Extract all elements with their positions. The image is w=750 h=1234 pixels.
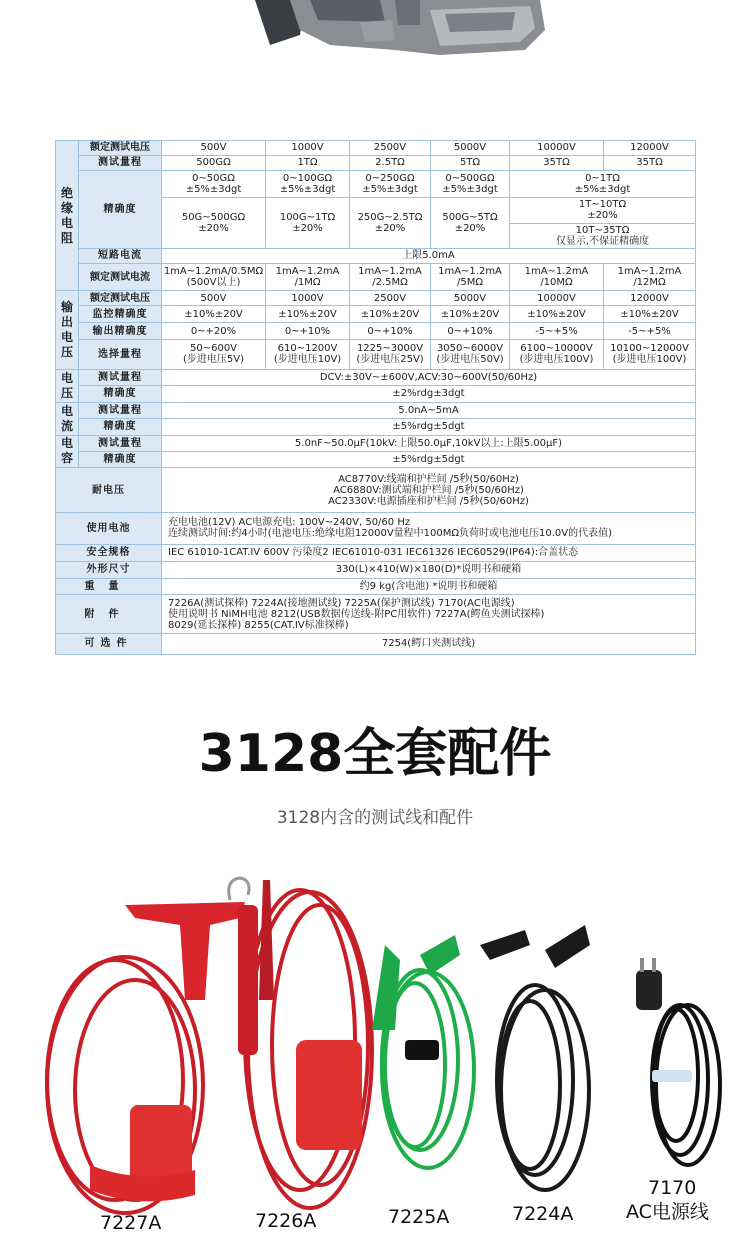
cap-range-label: 测试量程	[79, 435, 162, 451]
voltage-range-cell: DCV:±30V~±600V,ACV:30~600V(50/60Hz)	[162, 369, 696, 385]
caption-7226a: 7226A	[255, 1210, 317, 1232]
out-voltage-cell: 12000V	[604, 291, 696, 306]
out-voltage-cell: 10000V	[510, 291, 604, 306]
output-accuracy-cell: 0~+10%	[431, 323, 510, 340]
voltage-cell: 500V	[162, 141, 266, 156]
voltage-accuracy-cell: ±2%rdg±3dgt	[162, 386, 696, 402]
monitor-accuracy-cell: ±10%±20V	[162, 306, 266, 323]
black-lead-image	[497, 985, 589, 1190]
accuracy-cell: 250G~2.5TΩ ±20%	[350, 198, 431, 249]
output-accuracy-cell: 0~+20%	[162, 323, 266, 340]
ac-cord-image	[652, 1005, 720, 1165]
current-accuracy-label: 精确度	[79, 419, 162, 435]
weight-label: 重量	[56, 578, 162, 595]
select-range-cell: 6100~10000V (步进电压100V)	[510, 340, 604, 370]
optional-label: 可选件	[56, 633, 162, 654]
caption-7225a: 7225A	[388, 1206, 450, 1228]
range-cell: 5TΩ	[431, 155, 510, 170]
current-accuracy-cell: ±5%rdg±5dgt	[162, 419, 696, 435]
output-accuracy-cell: 0~+10%	[266, 323, 350, 340]
weight-cell: 约9 kg(含电池) *说明书和硬箱	[162, 578, 696, 595]
out-voltage-cell: 500V	[162, 291, 266, 306]
voltage-cell: 1000V	[266, 141, 350, 156]
out-voltage-cell: 1000V	[266, 291, 350, 306]
section-title: 3128全套配件	[198, 724, 552, 784]
dimensions-label: 外形尺寸	[56, 561, 162, 578]
output-accuracy-label: 输出精确度	[79, 323, 162, 340]
cap-range-cell: 5.0nF~50.0μF(10kV:上限50.0μF,10kV以上:上限5.00μF)	[162, 435, 696, 451]
monitor-accuracy-cell: ±10%±20V	[266, 306, 350, 323]
range-cell: 35TΩ	[604, 155, 696, 170]
safety-cell: IEC 61010-1CAT.IV 600V 污染度2 IEC61010-031 IEC61326 IEC60529(IP64):合盖状态	[162, 544, 696, 561]
accuracy-cell: 0~50GΩ ±5%±3dgt	[162, 170, 266, 198]
battery-label: 使用电池	[56, 512, 162, 544]
voltage-range-label: 测试量程	[79, 369, 162, 385]
select-range-label: 选择量程	[79, 340, 162, 370]
voltage-cell: 2500V	[350, 141, 431, 156]
current-range-label: 测试量程	[79, 402, 162, 418]
accessories-cell: 7226A(测试探棒) 7224A(接地测试线) 7225A(保护测试线) 7170(AC电源线) 使用说明书 NiMH电池 8212(USB数据传送线-附PC用软件) 7227A(鳄鱼夹测试探棒) 8029(延长探棒) 8255(CAT.IV标准探棒)	[162, 595, 696, 633]
rated-current-cell: 1mA~1.2mA /5MΩ	[431, 263, 510, 291]
range-cell: 2.5TΩ	[350, 155, 431, 170]
rated-current-cell: 1mA~1.2mA /10MΩ	[510, 263, 604, 291]
optional-cell: 7254(鳄口夹测试线)	[162, 633, 696, 654]
rated-current-cell: 1mA~1.2mA /12MΩ	[604, 263, 696, 291]
rated-current-cell: 1mA~1.2mA/0.5MΩ (500V以上)	[162, 263, 266, 291]
probe-head-image	[125, 902, 245, 1000]
dimensions-cell: 330(L)×410(W)×180(D)*说明书和硬箱	[162, 561, 696, 578]
cap-accuracy-cell: ±5%rdg±5dgt	[162, 451, 696, 467]
range-label: 测试量程	[79, 155, 162, 170]
caption-7170-name: AC电源线	[626, 1201, 709, 1223]
voltage-cell: 10000V	[510, 141, 604, 156]
output-accuracy-cell: -5~+5%	[604, 323, 696, 340]
output-accuracy-cell: 0~+10%	[350, 323, 431, 340]
rated-current-cell: 1mA~1.2mA /1MΩ	[266, 263, 350, 291]
voltage-accuracy-label: 精确度	[79, 386, 162, 402]
voltage-category: 电压	[56, 369, 79, 402]
accuracy-cell: 100G~1TΩ ±20%	[266, 198, 350, 249]
short-circuit-cell: 上限5.0mA	[162, 249, 696, 264]
range-cell: 1TΩ	[266, 155, 350, 170]
safety-label: 安全规格	[56, 544, 162, 561]
monitor-accuracy-cell: ±10%±20V	[350, 306, 431, 323]
current-range-cell: 5.0nA~5mA	[162, 402, 696, 418]
accuracy-cell: 1T~10TΩ ±20%	[510, 198, 696, 223]
section-subtitle: 3128内含的测试线和配件	[276, 808, 474, 828]
out-voltage-cell: 5000V	[431, 291, 510, 306]
caption-7224a: 7224A	[512, 1203, 574, 1225]
rated-current-cell: 1mA~1.2mA /2.5MΩ	[350, 263, 431, 291]
rated-voltage-label: 额定测试电压	[79, 141, 162, 156]
output-accuracy-cell: -5~+5%	[510, 323, 604, 340]
output-voltage-category: 输出电压	[56, 291, 79, 369]
short-circuit-label: 短路电流	[79, 249, 162, 264]
accuracy-label: 精确度	[79, 170, 162, 248]
accuracy-cell: 0~500GΩ ±5%±3dgt	[431, 170, 510, 198]
rated-current-label: 额定测试电流	[79, 263, 162, 291]
withstand-cell: AC8770V:线端和护栏间 /5秒(50/60Hz) AC6880V:测试端和护栏间 /5秒(50/60Hz) AC2330V:电源插座和护栏间 /5秒(50/60Hz)	[162, 468, 696, 513]
select-range-cell: 10100~12000V (步进电压100V)	[604, 340, 696, 370]
monitor-accuracy-cell: ±10%±20V	[510, 306, 604, 323]
device-handle-image	[0, 0, 750, 110]
select-range-cell: 610~1200V (步进电压10V)	[266, 340, 350, 370]
monitor-accuracy-cell: ±10%±20V	[604, 306, 696, 323]
cap-accuracy-label: 精确度	[79, 451, 162, 467]
out-rated-voltage-label: 额定测试电压	[79, 291, 162, 306]
range-cell: 35TΩ	[510, 155, 604, 170]
voltage-cell: 5000V	[431, 141, 510, 156]
capacitance-category: 电容	[56, 435, 79, 468]
withstand-label: 耐电压	[56, 468, 162, 513]
monitor-accuracy-cell: ±10%±20V	[431, 306, 510, 323]
caption-7227a: 7227A	[100, 1212, 162, 1234]
specification-table	[55, 140, 696, 655]
select-range-cell: 3050~6000V (步进电压50V)	[431, 340, 510, 370]
accuracy-cell: 0~1TΩ ±5%±3dgt	[510, 170, 696, 198]
insulation-category: 绝缘电阻	[56, 141, 79, 291]
accuracy-cell: 50G~500GΩ ±20%	[162, 198, 266, 249]
select-range-cell: 1225~3000V (步进电压25V)	[350, 340, 431, 370]
select-range-cell: 50~600V (步进电压5V)	[162, 340, 266, 370]
current-category: 电流	[56, 402, 79, 435]
caption-7170-code: 7170	[648, 1177, 697, 1199]
range-cell: 500GΩ	[162, 155, 266, 170]
accuracy-cell: 0~100GΩ ±5%±3dgt	[266, 170, 350, 198]
accuracy-cell: 10T~35TΩ 仅显示,不保证精确度	[510, 223, 696, 248]
accuracy-cell: 500G~5TΩ ±20%	[431, 198, 510, 249]
accessories-photo	[0, 860, 750, 1230]
accessories-label: 附件	[56, 595, 162, 633]
monitor-accuracy-label: 监控精确度	[79, 306, 162, 323]
accuracy-cell: 0~250GΩ ±5%±3dgt	[350, 170, 431, 198]
voltage-cell: 12000V	[604, 141, 696, 156]
battery-cell: 充电电池(12V) AC电源充电: 100V~240V, 50/60 Hz 连续测试时间:约4小时(电池电压:绝缘电阻12000V量程中100MΩ负荷时或电池电压10.0V的代表值)	[162, 512, 696, 544]
out-voltage-cell: 2500V	[350, 291, 431, 306]
